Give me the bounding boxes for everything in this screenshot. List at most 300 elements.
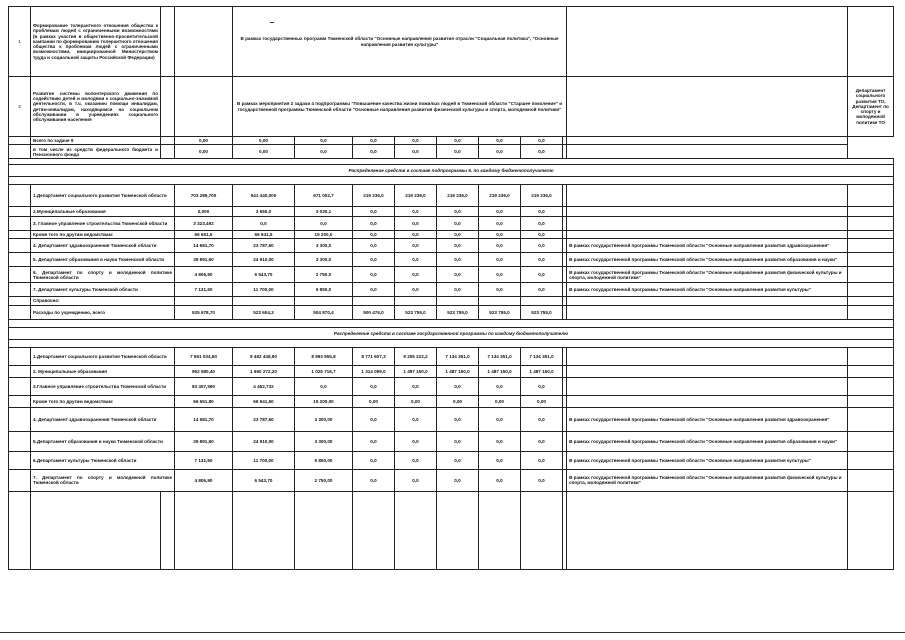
value-cell: 0,0 — [353, 137, 395, 145]
blank-cell — [848, 377, 894, 395]
recipient-label: 2. Муниципальные образования — [31, 365, 175, 377]
value-cell: 7 131,60 — [175, 283, 233, 297]
value-cell: 0,0 — [437, 253, 479, 267]
value-cell: 0,0 — [353, 267, 395, 283]
responsible-agency — [848, 7, 894, 77]
value-cell: 0,00 — [479, 395, 521, 407]
value-cell: 0,0 — [395, 469, 437, 491]
value-cell: 0,00 — [175, 137, 233, 145]
value-cell: 0,0 — [437, 145, 479, 159]
blank-cell — [848, 239, 894, 253]
value-cell: 3 300,0 — [295, 253, 353, 267]
value-cell: 0,00 — [233, 145, 295, 159]
program-note — [567, 297, 848, 305]
blank-cell — [9, 431, 31, 451]
value-cell: 0,00 — [175, 145, 233, 159]
value-cell: 0,0 — [437, 239, 479, 253]
value-cell: 0,0 — [295, 145, 353, 159]
value-cell: 525 678,70 — [175, 305, 233, 319]
value-cell: 0,00 — [521, 395, 563, 407]
row-label: Развитие системы волонтерского движения по содействию детей и молодежи к социально-значимой деятельности, в т.ч. оказанию помощи инвалидам, детям-инвалидам, находящимся на социальном обслуживании в учреждениях социального обслуживания населения — [31, 77, 161, 137]
value-cell: 0,0 — [479, 145, 521, 159]
blank-cell — [9, 283, 31, 297]
value-cell: 66 651,5 — [175, 231, 233, 239]
blank-cell — [567, 7, 848, 77]
value-cell: 0,0 — [479, 377, 521, 395]
total-label: Всего по задаче 9 — [31, 137, 161, 145]
value-cell: 39 891,60 — [175, 253, 233, 267]
spacer-row — [9, 177, 894, 185]
value-cell: 0,0 — [395, 451, 437, 469]
value-cell: 0,0 — [395, 377, 437, 395]
value-cell: 0,0 — [353, 239, 395, 253]
value-cell: 24 910,00 — [233, 431, 295, 451]
value-cell: 0,0 — [437, 137, 479, 145]
value-cell — [521, 297, 563, 305]
task-row — [9, 77, 894, 137]
blank-cell — [9, 365, 31, 377]
recipient-row — [9, 377, 894, 395]
total-row — [9, 137, 894, 145]
value-cell — [479, 297, 521, 305]
value-cell: 0,0 — [521, 217, 563, 231]
program-note: В рамках государственной программы Тюменской области "Основные направления развития образования и науки" — [567, 253, 848, 267]
value-cell: 0,000 — [175, 207, 233, 217]
value-cell: 0,0 — [521, 231, 563, 239]
value-cell: 0,0 — [353, 407, 395, 431]
page-bottom-rule — [0, 632, 905, 633]
value-cell: 5 850,00 — [295, 451, 353, 469]
recipient-label: 3.Главное управление строительства Тюменской области — [31, 377, 175, 395]
blank-cell — [848, 217, 894, 231]
value-cell: 0,0 — [479, 231, 521, 239]
section-title-row — [9, 327, 894, 339]
row-number: 2 — [9, 77, 31, 137]
blank-cell — [848, 365, 894, 377]
value-cell: 952 680,40 — [175, 365, 233, 377]
blank-cell — [353, 491, 395, 569]
recipient-label: Расходы по учреждению, всего — [31, 305, 175, 319]
value-cell: 523 755,0 — [521, 305, 563, 319]
recipient-row — [9, 305, 894, 319]
blank-cell — [9, 395, 31, 407]
blank-cell — [848, 431, 894, 451]
recipient-row — [9, 297, 894, 305]
value-cell: 0,0 — [479, 267, 521, 283]
program-note — [567, 185, 848, 207]
recipient-label: 2.Муниципальные образования — [31, 207, 175, 217]
blank-cell — [848, 253, 894, 267]
value-cell: 2 750,00 — [295, 469, 353, 491]
value-cell: 9 205 222,2 — [395, 347, 437, 365]
value-cell: 4 452,732 — [233, 377, 295, 395]
value-cell: 7 134 351,0 — [437, 347, 479, 365]
task-row — [9, 7, 894, 77]
value-cell: 0,0 — [479, 431, 521, 451]
recipient-row — [9, 217, 894, 231]
program-note: В рамках государственной программы Тюменской области "Основные направления развития физической культуры и спорта, молодежной политики" — [567, 469, 848, 491]
value-cell: 0,0 — [395, 217, 437, 231]
value-cell: 7 134 351,0 — [479, 347, 521, 365]
blank-cell — [848, 491, 894, 569]
blank-cell — [295, 491, 353, 569]
value-cell: 8 771 607,3 — [353, 347, 395, 365]
value-cell — [353, 297, 395, 305]
recipient-row — [9, 407, 894, 431]
merged-description: В рамках мероприятия 2 задачи 4 подпрограммы "Повышение качества жизни пожилых людей в Тюменской области "Старшее поколение" и государственной программы Тюменской области "Основные направления развития физической культуры и спорта, молодежной политики" — [233, 77, 567, 137]
value-cell: 0,0 — [521, 145, 563, 159]
value-cell: 0,0 — [479, 407, 521, 431]
value-cell: 24 910,00 — [233, 253, 295, 267]
blank-cell — [9, 217, 31, 231]
blank-cell — [848, 347, 894, 365]
blank-cell — [9, 347, 31, 365]
spacer-row — [9, 339, 894, 347]
section-title: Распределение средств в составе подпрограммы 6. по каждому бюджетополучателю — [9, 165, 894, 177]
recipient-row — [9, 267, 894, 283]
value-cell: 219 236,0 — [437, 185, 479, 207]
blank-cell — [848, 207, 894, 217]
recipient-label: 5. Департамент образования и науки Тюменской области — [31, 253, 175, 267]
value-cell: 3 300,0 — [295, 239, 353, 253]
value-cell: 3 300,00 — [295, 407, 353, 431]
recipient-row — [9, 469, 894, 491]
value-cell: 3 300,00 — [295, 431, 353, 451]
value-cell: 1 660 272,20 — [233, 365, 295, 377]
recipient-row — [9, 395, 894, 407]
blank-cell — [9, 267, 31, 283]
blank-cell — [567, 137, 848, 145]
value-cell: 0,0 — [479, 451, 521, 469]
value-cell: 219 236,0 — [353, 185, 395, 207]
spacer-cell — [9, 177, 894, 185]
value-cell: 66 941,5 — [233, 231, 295, 239]
section-title-row — [9, 165, 894, 177]
value-cell: 0,0 — [521, 267, 563, 283]
recipient-label: Справочно: — [31, 297, 175, 305]
program-note: В рамках государственной программы Тюменской области "Основные направления развития физической культуры и спорта, молодежной политики" — [567, 267, 848, 283]
blank-cell — [848, 469, 894, 491]
recipient-label: 4. Департамент здравоохранения Тюменской области — [31, 239, 175, 253]
blank-cell — [567, 77, 848, 137]
value-cell: 0,0 — [437, 451, 479, 469]
recipient-label: Кроме того по другим ведомствам: — [31, 395, 175, 407]
value-cell: 0,0 — [437, 407, 479, 431]
blank-cell — [9, 185, 31, 207]
value-cell: 0,0 — [437, 217, 479, 231]
value-cell: 0,0 — [479, 239, 521, 253]
value-cell: 6 543,70 — [233, 267, 295, 283]
blank-cell — [848, 267, 894, 283]
value-cell — [233, 297, 295, 305]
blank-cell — [848, 283, 894, 297]
program-note — [567, 207, 848, 217]
value-cell: 0,0 — [437, 231, 479, 239]
row-label: Формирование толерантного отношения общества к проблемам людей с ограниченными возможностями (в рамках участия в общественно-просветительской кампании по формированию толерантного отношения общества к проблемам людей с ограниченными возможностями, инициированной Министерством труда и социальной защиты Российской Федерации) — [31, 7, 161, 77]
value-cell: 7 661 034,50 — [175, 347, 233, 365]
blank-cell — [9, 297, 31, 305]
blank-cell — [9, 137, 31, 145]
blank-cell — [175, 491, 233, 569]
program-note: В рамках государственной программы Тюменской области "Основные направления развития здравоохранения" — [567, 407, 848, 431]
blank-cell — [9, 239, 31, 253]
value-cell: 0,0 — [479, 469, 521, 491]
value-cell: 219 236,0 — [395, 185, 437, 207]
value-cell: 0,0 — [353, 283, 395, 297]
value-cell: 0,0 — [521, 377, 563, 395]
blank-cell — [161, 491, 175, 569]
recipient-label: Кроме того по другим ведомствам: — [31, 231, 175, 239]
blank-cell — [161, 7, 175, 77]
blank-cell — [9, 145, 31, 159]
value-cell: 7 131,60 — [175, 451, 233, 469]
value-cell: 4 806,90 — [175, 267, 233, 283]
value-cell: 11 700,00 — [233, 283, 295, 297]
blank-cell — [9, 207, 31, 217]
value-cell: 0,0 — [479, 283, 521, 297]
total-row — [9, 145, 894, 159]
program-note — [567, 305, 848, 319]
blank-cell — [479, 491, 521, 569]
value-cell: 3 650,0 — [233, 207, 295, 217]
value-cell: 0,0 — [437, 267, 479, 283]
value-cell: 83 457,590 — [175, 377, 233, 395]
value-cell: 0,0 — [395, 253, 437, 267]
row-number: 1 — [9, 7, 31, 77]
value-cell: 0,0 — [353, 431, 395, 451]
program-note: В рамках государственной программы Тюменской области "Основные направления развития здравоохранения" — [567, 239, 848, 253]
blank-cell — [175, 7, 233, 77]
program-note — [567, 395, 848, 407]
value-cell: 0,0 — [395, 431, 437, 451]
program-note — [567, 217, 848, 231]
recipient-label: 7. Департамент культуры Тюменской области — [31, 283, 175, 297]
recipient-label: 3. Главное управление строительства Тюменской области — [31, 217, 175, 231]
blank-cell — [848, 451, 894, 469]
value-cell — [175, 297, 233, 305]
merged-description: В рамках государственных программ Тюменской области "Основные направления развития отрасли "Социальная политика", "Основные направления развития культуры" — [233, 7, 567, 77]
program-note — [567, 365, 848, 377]
value-cell: 0,00 — [233, 137, 295, 145]
value-cell: 1 025 716,7 — [295, 365, 353, 377]
document-sheet — [8, 6, 893, 570]
total-label: в том числе из средств федерального бюджета и Пенсионного фонда — [31, 145, 161, 159]
value-cell: 1 487 150,0 — [479, 365, 521, 377]
value-cell: 541 440,000 — [233, 185, 295, 207]
recipient-label: 1.Департамент социального развития Тюменской области — [31, 347, 175, 365]
value-cell: 0,0 — [295, 377, 353, 395]
value-cell: 671 002,7 — [295, 185, 353, 207]
value-cell: 0,0 — [353, 377, 395, 395]
recipient-row — [9, 239, 894, 253]
spacer-cell — [9, 319, 894, 327]
value-cell: 504 870,4 — [295, 305, 353, 319]
value-cell: 0,0 — [479, 137, 521, 145]
value-cell: 5 850,0 — [295, 283, 353, 297]
value-cell: 523 755,0 — [479, 305, 521, 319]
blank-cell — [9, 305, 31, 319]
blank-cell — [9, 377, 31, 395]
value-cell — [437, 297, 479, 305]
program-note — [567, 377, 848, 395]
value-cell: 0,0 — [353, 207, 395, 217]
value-cell: 3 030,1 — [295, 207, 353, 217]
value-cell: 0,0 — [479, 217, 521, 231]
value-cell: 0,0 — [521, 451, 563, 469]
value-cell — [395, 297, 437, 305]
blank-cell — [395, 491, 437, 569]
value-cell: 0,0 — [521, 469, 563, 491]
blank-cell — [521, 491, 563, 569]
program-note: В рамках государственной программы Тюменской области "Основные направления развития образования и науки" — [567, 431, 848, 451]
blank-cell — [567, 145, 848, 159]
value-cell: 4 806,90 — [175, 469, 233, 491]
value-cell: 0,0 — [353, 451, 395, 469]
value-cell: 14 681,70 — [175, 239, 233, 253]
recipient-row — [9, 185, 894, 207]
hairline-mark — [270, 22, 274, 23]
value-cell: 39 891,60 — [175, 431, 233, 451]
value-cell: 0,0 — [353, 253, 395, 267]
empty-tail-row — [9, 491, 894, 569]
value-cell: 0,0 — [395, 207, 437, 217]
recipient-row — [9, 451, 894, 469]
value-cell: 0,0 — [353, 469, 395, 491]
value-cell: 0,00 — [437, 395, 479, 407]
value-cell: 14 681,70 — [175, 407, 233, 431]
value-cell: 23 787,60 — [233, 407, 295, 431]
recipient-row — [9, 253, 894, 267]
blank-cell — [9, 469, 31, 491]
blank-cell — [9, 451, 31, 469]
recipient-row — [9, 431, 894, 451]
value-cell: 0,0 — [521, 431, 563, 451]
value-cell: 0,0 — [395, 145, 437, 159]
value-cell: 0,0 — [437, 377, 479, 395]
value-cell: 0,0 — [437, 207, 479, 217]
recipient-label: 4. Департамент здравоохранения Тюменской области — [31, 407, 175, 431]
value-cell: 703 289,700 — [175, 185, 233, 207]
value-cell: 1 487 150,0 — [437, 365, 479, 377]
recipient-label: 1.Департамент социального развития Тюменской области — [31, 185, 175, 207]
value-cell: 1 487 150,0 — [521, 365, 563, 377]
blank-cell — [567, 491, 848, 569]
value-cell: 8 993 955,8 — [295, 347, 353, 365]
value-cell: 0,0 — [521, 137, 563, 145]
program-note: В рамках государственной программы Тюменской области "Основные направления развития культуры" — [567, 451, 848, 469]
value-cell: 0,0 — [521, 283, 563, 297]
value-cell: 11 700,00 — [233, 451, 295, 469]
value-cell: 0,0 — [395, 137, 437, 145]
recipient-row — [9, 283, 894, 297]
program-note: В рамках государственной программы Тюменской области "Основные направления развития культуры" — [567, 283, 848, 297]
value-cell: 0,0 — [437, 283, 479, 297]
value-cell: 0,0 — [521, 407, 563, 431]
value-cell: 500 476,0 — [353, 305, 395, 319]
value-cell: 0,0 — [353, 217, 395, 231]
blank-cell — [848, 297, 894, 305]
value-cell: 15 200,0 — [295, 231, 353, 239]
value-cell: 0,0 — [395, 407, 437, 431]
blank-cell — [848, 395, 894, 407]
blank-cell — [161, 137, 175, 145]
spacer-cell — [9, 339, 894, 347]
value-cell: 23 787,60 — [233, 239, 295, 253]
recipient-row — [9, 231, 894, 239]
blank-cell — [161, 145, 175, 159]
recipient-label: 7. Департамент по спорту и молодежной политике Тюменской области — [31, 469, 175, 491]
spacer-row — [9, 319, 894, 327]
value-cell: 0,0 — [395, 239, 437, 253]
value-cell: 0,00 — [395, 395, 437, 407]
blank-cell — [848, 407, 894, 431]
blank-cell — [9, 253, 31, 267]
value-cell: 0,0 — [353, 231, 395, 239]
value-cell: 0,0 — [479, 253, 521, 267]
recipient-row — [9, 365, 894, 377]
value-cell: 6 543,70 — [233, 469, 295, 491]
value-cell: 8 482 448,90 — [233, 347, 295, 365]
recipient-label: 5.Департамент образования и науки Тюменской области — [31, 431, 175, 451]
program-note — [567, 347, 848, 365]
value-cell: 1 314 099,0 — [353, 365, 395, 377]
value-cell: 15 200,00 — [295, 395, 353, 407]
value-cell: 0,0 — [479, 207, 521, 217]
value-cell: 0,0 — [295, 217, 353, 231]
value-cell: 0,0 — [437, 431, 479, 451]
program-table — [8, 6, 894, 570]
value-cell: 66 941,50 — [233, 395, 295, 407]
value-cell — [295, 297, 353, 305]
value-cell: 219 236,0 — [521, 185, 563, 207]
value-cell: 523 755,0 — [395, 305, 437, 319]
value-cell: 0,0 — [521, 253, 563, 267]
value-cell: 0,0 — [395, 267, 437, 283]
blank-cell — [9, 231, 31, 239]
blank-cell — [848, 305, 894, 319]
recipient-row — [9, 207, 894, 217]
value-cell: 3 323,492 — [175, 217, 233, 231]
recipient-label: 6.Департамент культуры Тюменской области — [31, 451, 175, 469]
blank-cell — [848, 185, 894, 207]
blank-cell — [233, 491, 295, 569]
recipient-label: 6. Департамент по спорту и молодежной политике Тюменской области — [31, 267, 175, 283]
blank-cell — [848, 231, 894, 239]
blank-cell — [31, 491, 161, 569]
value-cell: 0,0 — [395, 231, 437, 239]
value-cell: 0,0 — [233, 217, 295, 231]
program-note — [567, 231, 848, 239]
value-cell: 523 755,0 — [437, 305, 479, 319]
value-cell: 1 487 150,0 — [395, 365, 437, 377]
value-cell: 523 604,3 — [233, 305, 295, 319]
blank-cell — [9, 407, 31, 431]
value-cell: 0,0 — [521, 207, 563, 217]
value-cell: 219 236,0 — [479, 185, 521, 207]
responsible-agency: Департамент социального развития ТО, Департамент по спорту и молодежной политике ТО — [848, 77, 894, 137]
recipient-row — [9, 347, 894, 365]
blank-cell — [175, 77, 233, 137]
value-cell: 0,0 — [353, 145, 395, 159]
value-cell: 0,0 — [395, 283, 437, 297]
value-cell: 0,0 — [521, 239, 563, 253]
value-cell: 0,00 — [353, 395, 395, 407]
value-cell: 7 134 351,0 — [521, 347, 563, 365]
blank-cell — [161, 77, 175, 137]
value-cell: 2 750,0 — [295, 267, 353, 283]
blank-cell — [9, 491, 31, 569]
blank-cell — [437, 491, 479, 569]
